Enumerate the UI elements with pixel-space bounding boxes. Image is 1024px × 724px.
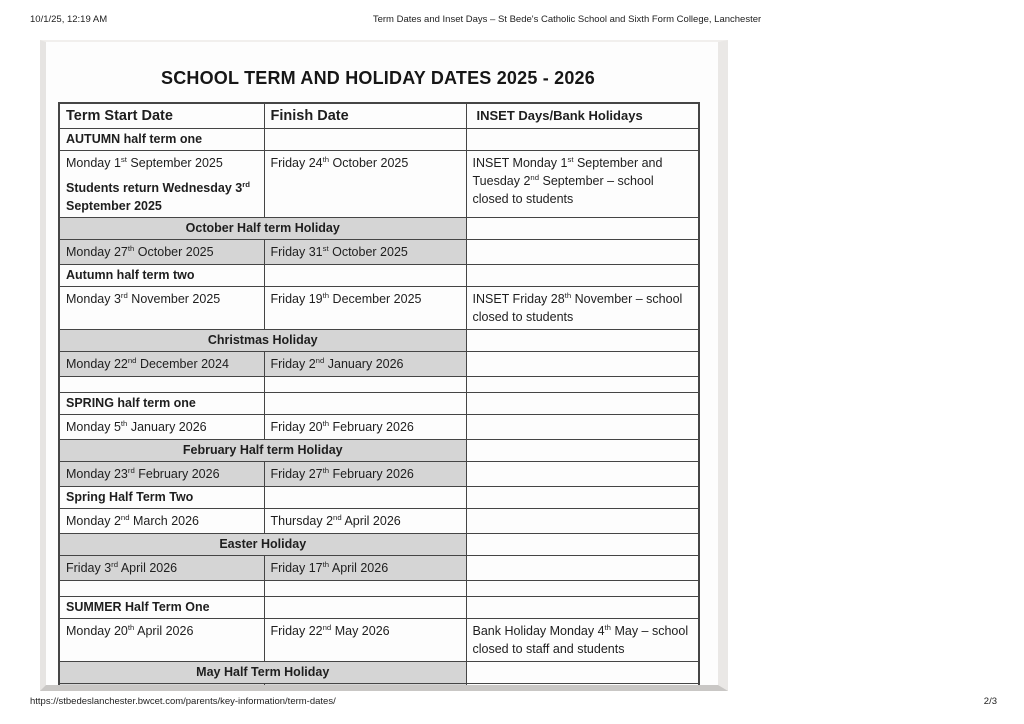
print-url: https://stbedeslanchester.bwcet.com/parents/key-information/term-dates/ (30, 696, 336, 707)
table-cell: Spring Half Term Two (59, 486, 264, 508)
print-title: Term Dates and Inset Days – St Bede's Catholic School and Sixth Form College, Lanchester (372, 14, 762, 25)
table-cell: SUMMER Half Term One (59, 597, 264, 619)
table-cell (466, 351, 699, 376)
table-cell (466, 265, 699, 287)
table-cell (59, 683, 264, 691)
table-row (59, 414, 699, 439)
table-cell: Monday 2nd March 2026 (59, 509, 264, 534)
table-cell: Monday 27th October 2025 (59, 240, 264, 265)
table-cell (466, 683, 699, 691)
table-cell: Monday 5th January 2026 (59, 414, 264, 439)
table-cell (264, 392, 466, 414)
table-cell (466, 329, 699, 351)
table-cell: Autumn half term two (59, 265, 264, 287)
column-header: Term Start Date (59, 103, 264, 128)
table-row (59, 329, 699, 351)
table-cell (466, 597, 699, 619)
table-row (59, 661, 699, 683)
column-header: INSET Days/Bank Holidays (466, 103, 699, 128)
table-cell: Monday 1st September 2025 Students return Wednesday 3rd September 2025 (59, 150, 264, 217)
table-cell (466, 661, 699, 683)
print-page-number: 2/3 (983, 696, 997, 707)
table-cell (466, 581, 699, 597)
table-cell (466, 556, 699, 581)
table-row (59, 683, 699, 691)
table-cell (466, 218, 699, 240)
table-row (59, 486, 699, 508)
table-cell (466, 461, 699, 486)
term-table (58, 102, 700, 691)
table-body (59, 128, 699, 691)
table-cell (59, 376, 264, 392)
table-row (59, 534, 699, 556)
table-row (59, 287, 699, 329)
table-cell (466, 392, 699, 414)
table-row (59, 597, 699, 619)
table-cell (466, 486, 699, 508)
table-row (59, 619, 699, 661)
table-cell: Monday 22nd December 2024 (59, 351, 264, 376)
table-cell: Monday 3rd November 2025 (59, 287, 264, 329)
table-cell: May Half Term Holiday (59, 661, 466, 683)
table-cell (466, 439, 699, 461)
table-cell: Friday 2nd January 2026 (264, 351, 466, 376)
table-cell: Friday 22nd May 2026 (264, 619, 466, 661)
table-cell: Christmas Holiday (59, 329, 466, 351)
table-cell: SPRING half term one (59, 392, 264, 414)
table-cell (264, 128, 466, 150)
table-cell: Monday 20th April 2026 (59, 619, 264, 661)
table-cell: February Half term Holiday (59, 439, 466, 461)
table-row (59, 581, 699, 597)
print-footer (30, 696, 997, 707)
table-cell (466, 414, 699, 439)
table-cell (264, 597, 466, 619)
table-cell (264, 265, 466, 287)
table-cell (264, 581, 466, 597)
table-cell: Monday 23rd February 2026 (59, 461, 264, 486)
document-title: SCHOOL TERM AND HOLIDAY DATES 2025 - 2026 (161, 68, 595, 88)
table-cell (264, 683, 466, 691)
table-cell: INSET Monday 1st September and Tuesday 2nd September – school closed to students (466, 150, 699, 217)
print-header (0, 14, 1024, 28)
table-cell: Thursday 2nd April 2026 (264, 509, 466, 534)
table-cell: October Half term Holiday (59, 218, 466, 240)
table-row (59, 265, 699, 287)
table-cell: Friday 19th December 2025 (264, 287, 466, 329)
table-cell (466, 128, 699, 150)
table-cell: Bank Holiday Monday 4th May – school closed to staff and students (466, 619, 699, 661)
table-cell: Friday 3rd April 2026 (59, 556, 264, 581)
table-row (59, 392, 699, 414)
table-row (59, 509, 699, 534)
table-row (59, 556, 699, 581)
table-cell: Friday 20th February 2026 (264, 414, 466, 439)
table-row (59, 461, 699, 486)
print-datetime: 10/1/25, 12:19 AM (30, 14, 108, 25)
table-cell (466, 509, 699, 534)
table-cell: Friday 24th October 2025 (264, 150, 466, 217)
table-cell (264, 486, 466, 508)
table-cell: Friday 31st October 2025 (264, 240, 466, 265)
table-row (59, 439, 699, 461)
table-row (59, 376, 699, 392)
table-cell: Friday 17th April 2026 (264, 556, 466, 581)
table-header-row (59, 103, 699, 128)
table-cell (466, 534, 699, 556)
table-cell (466, 376, 699, 392)
table-cell: Easter Holiday (59, 534, 466, 556)
table-row (59, 218, 699, 240)
column-header: Finish Date (264, 103, 466, 128)
table-cell (264, 376, 466, 392)
table-row (59, 128, 699, 150)
table-row (59, 150, 699, 217)
table-row (59, 351, 699, 376)
table-row (59, 240, 699, 265)
table-cell (466, 240, 699, 265)
document-scan (40, 40, 728, 691)
table-cell: AUTUMN half term one (59, 128, 264, 150)
table-cell: Friday 27th February 2026 (264, 461, 466, 486)
table-cell (59, 581, 264, 597)
table-cell: INSET Friday 28th November – school closed to students (466, 287, 699, 329)
